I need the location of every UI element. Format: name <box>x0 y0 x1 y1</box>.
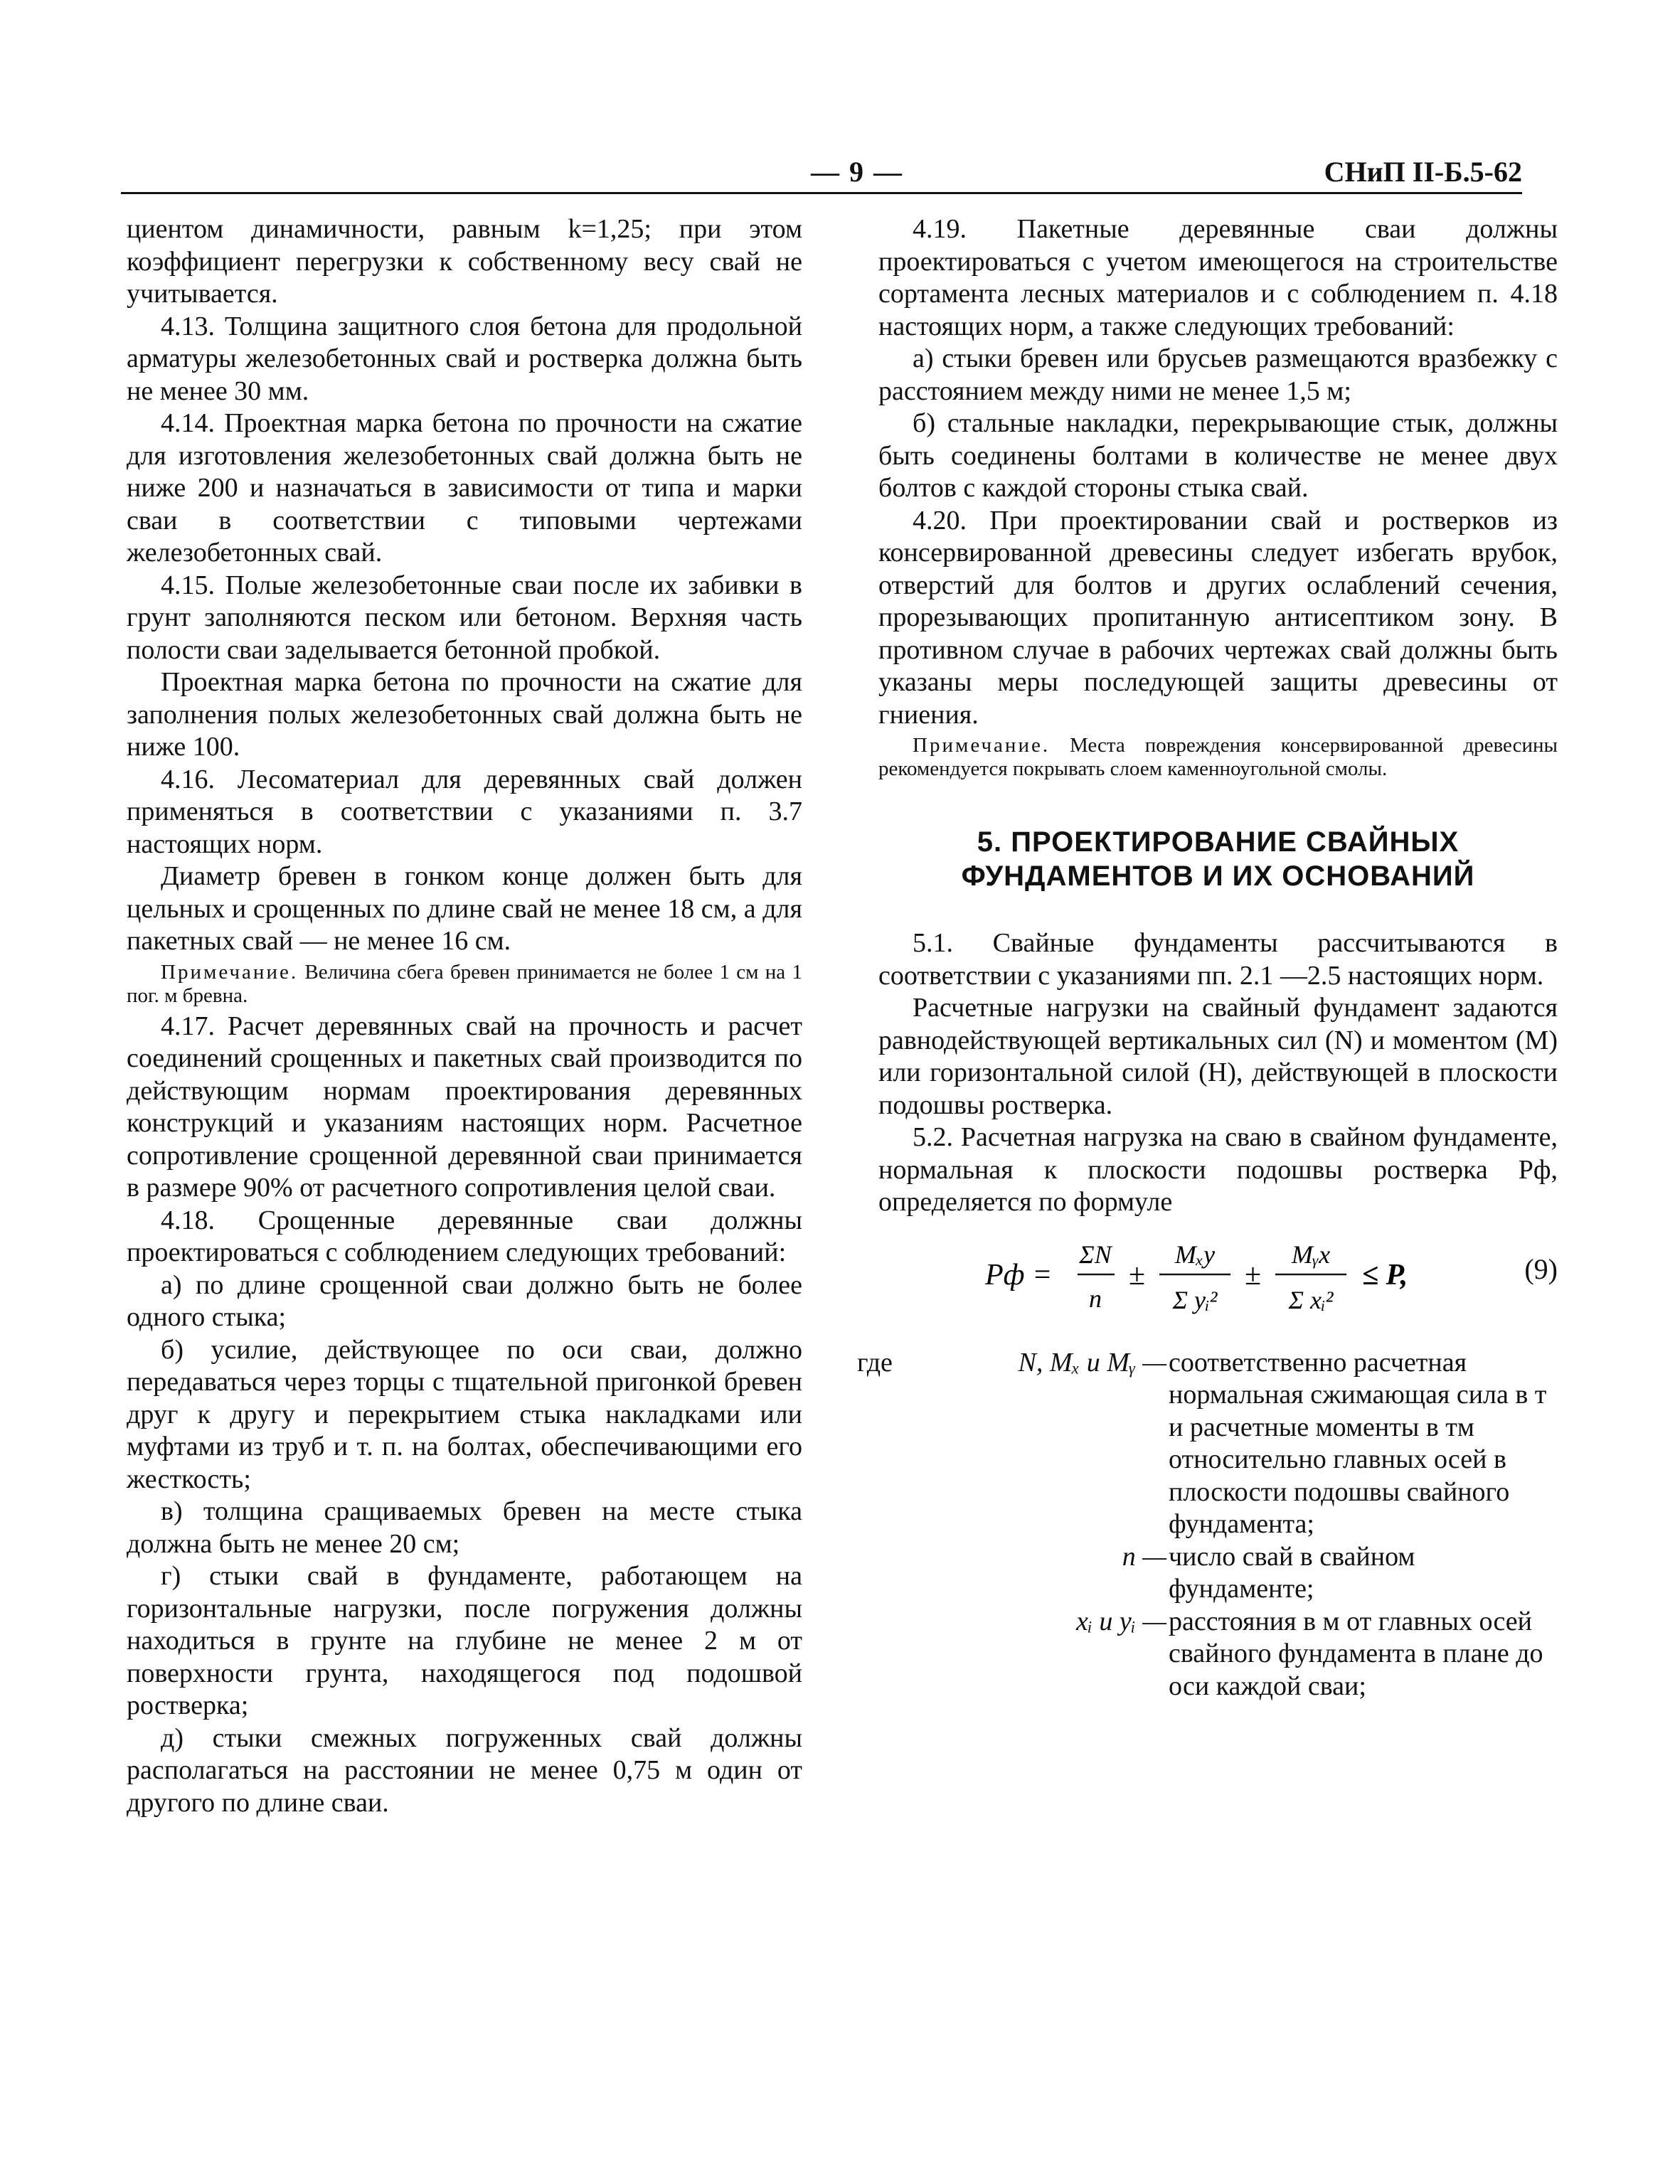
document-code: СНиП II-Б.5-62 <box>1324 156 1522 188</box>
definition-row <box>878 1606 1558 1703</box>
clause-4-18: 4.18. Срощенные деревянные сваи должны проектироваться с соблюдением следующих требований: <box>127 1205 802 1267</box>
clause-4-16: 4.16. Лесоматериал для деревянных свай должен применяться в соответствии с указаниями п. 3.7 настоящих норм. <box>127 764 802 859</box>
section-heading-line-2: ФУНДАМЕНТОВ И ИХ ОСНОВАНИЙ <box>961 861 1475 892</box>
clause-5-1: 5.1. Свайные фундаменты рассчитываются в соответствии с указаниями пп. 2.1 —2.5 настоящих норм. <box>878 928 1558 991</box>
clause-4-13: 4.13. Толщина защитного слоя бетона для продольной арматуры железобетонных свай и ростверка должна быть не менее 30 мм. <box>127 311 802 406</box>
definition-text: число свай в свайном фундаменте; <box>1169 1541 1415 1604</box>
clause-4-14: 4.14. Проектная марка бетона по прочности на сжатие для изготовления железобетонных свай должна быть не ниже 200 и назначаться в зависимости от типа и марки сваи в соответствии с типовыми чертежами железобетонных свай. <box>127 408 802 568</box>
page-number: — 9 — <box>811 156 903 188</box>
formula-term-3-numerator: Mᵧx <box>1291 1240 1331 1269</box>
clause-4-18-c: в) толщина сращиваемых бревен на месте стыка должна быть не менее 20 см; <box>127 1496 802 1559</box>
paragraph: циентом динамичности, равным k=1,25; при этом коэффициент перегрузки к собственному весу свай не учитывается. <box>127 214 802 309</box>
clause-4-17: 4.17. Расчет деревянных свай на прочность и расчет соединений срощенных и пакетных свай производится по действующим нормам проектирования деревянных конструкций и указаниям настоящих норм. Расчетное сопротивление срощенной деревянной сваи принимается в размере 90% от расчетного сопротивления целой сваи. <box>127 1011 802 1203</box>
clause-4-18-d: г) стыки свай в фундаменте, работающем на горизонтальные нагрузки, после погружения должны находиться в грунте на глубине не менее 2 м от поверхности грунта, находящегося под подошвой ростверка; <box>127 1561 802 1720</box>
clause-4-19-a: а) стыки бревен или брусьев размещаются вразбежку с расстоянием между ними не менее 1,5 м; <box>878 343 1558 406</box>
formula-term-2-denominator: Σ yᵢ² <box>1172 1285 1218 1314</box>
clause-5-2: 5.2. Расчетная нагрузка на сваю в свайном фундаменте, нормальная к плоскости подошвы ростверка Pф, определяется по формуле <box>878 1122 1558 1217</box>
note-label: Примечание. <box>913 734 1051 757</box>
definition-text: соответственно расчетная нормальная сжимающая сила в т и расчетные моменты в тм относительно главных осей в плоскости подошвы свайного фундамента; <box>1169 1347 1547 1539</box>
page-header <box>121 155 1522 192</box>
variable-definitions <box>857 1347 1558 1703</box>
note-label: Примечание. <box>161 960 299 984</box>
header-rule <box>121 192 1522 194</box>
section-heading-line-1: 5. ПРОЕКТИРОВАНИЕ СВАЙНЫХ <box>977 826 1460 858</box>
definition-text: расстояния в м от главных осей свайного фундамента в плане до оси каждой сваи; <box>1169 1606 1543 1701</box>
formula-term-1-denominator: n <box>1089 1284 1102 1313</box>
formula-graphic <box>878 1226 1558 1333</box>
where-label: где <box>857 1347 893 1378</box>
clause-4-15-cont: Проектная марка бетона по прочности на сжатие для заполнения полых железобетонных свай должна быть не ниже 100. <box>127 667 802 762</box>
definition-symbol: N, Mₓ и Mᵧ — <box>1018 1347 1166 1378</box>
formula-rhs: ≤ P, <box>1362 1258 1408 1291</box>
section-heading <box>878 825 1558 893</box>
formula-term-2-numerator: Mₓy <box>1174 1240 1216 1269</box>
formula-lhs: Pф = <box>985 1258 1053 1291</box>
clause-4-16-cont: Диаметр бревен в гонком конце должен быть для цельных и срощенных по длине свай не менее 18 см, а для пакетных свай — не менее 16 см. <box>127 861 802 956</box>
clause-4-18-e: д) стыки смежных погруженных свай должны располагаться на расстоянии не менее 0,75 м один от другого по длине сваи. <box>127 1722 802 1818</box>
formula-term-3-denominator: Σ xᵢ² <box>1288 1285 1334 1314</box>
note <box>878 734 1558 781</box>
formula-9 <box>878 1226 1558 1333</box>
note <box>127 961 802 1008</box>
formula-term-1-numerator: ΣN <box>1079 1240 1112 1269</box>
formula-plus-minus: ± <box>1129 1258 1146 1291</box>
clause-4-18-a: а) по длине срощенной сваи должно быть не более одного стыка; <box>127 1269 802 1332</box>
note-text: Величина сбега бревен принимается не более 1 см на 1 пог. м бревна. <box>127 960 802 1007</box>
clause-4-20: 4.20. При проектировании свай и ростверков из консервированной древесины следует избегать врубок, отверстий для болтов и других ослаблений сечения, прорезывающих пропитанную антисептиком зону. В противном случае в рабочих чертежах свай должны быть указаны меры последующей защиты древесины от гниения. <box>878 505 1558 730</box>
clause-4-19: 4.19. Пакетные деревянные сваи должны проектироваться с учетом имеющегося на строительстве сортамента лесных материалов и с соблюдением п. 4.18 настоящих норм, а также следующих требований: <box>878 214 1558 341</box>
left-column <box>127 213 802 1819</box>
clause-5-1-cont: Расчетные нагрузки на свайный фундамент задаются равнодействующей вертикальных сил (N) и моментом (M) или горизонтальной силой (H), действующей в плоскости подошвы ростверка. <box>878 993 1558 1120</box>
definition-symbol: xᵢ и yᵢ — <box>1075 1606 1166 1636</box>
formula-plus-minus: ± <box>1245 1258 1262 1291</box>
definition-symbol: n — <box>1122 1541 1166 1572</box>
equation-number: (9) <box>1524 1252 1558 1285</box>
note-text: Места повреждения консервированной древесины рекомендуется покрывать слоем каменноугольной смолы. <box>878 734 1558 780</box>
clause-4-18-b: б) усилие, действующее по оси сваи, должно передаваться через торцы с тщательной пригонкой бревен друг к другу и перекрытием стыка накладками или муфтами из труб и т. п. на болтах, обеспечивающими его жесткость; <box>127 1334 802 1494</box>
clause-4-19-b: б) стальные накладки, перекрывающие стык, должны быть соединены болтами в количестве не менее двух болтов с каждой стороны стыка свай. <box>878 408 1558 503</box>
definition-row <box>878 1541 1558 1606</box>
definition-row <box>857 1347 1558 1541</box>
right-column <box>857 213 1558 1703</box>
clause-4-15: 4.15. Полые железобетонные сваи после их забивки в грунт заполняются песком или бетоном. Верхняя часть полости сваи заделывается бетонной пробкой. <box>127 570 802 665</box>
